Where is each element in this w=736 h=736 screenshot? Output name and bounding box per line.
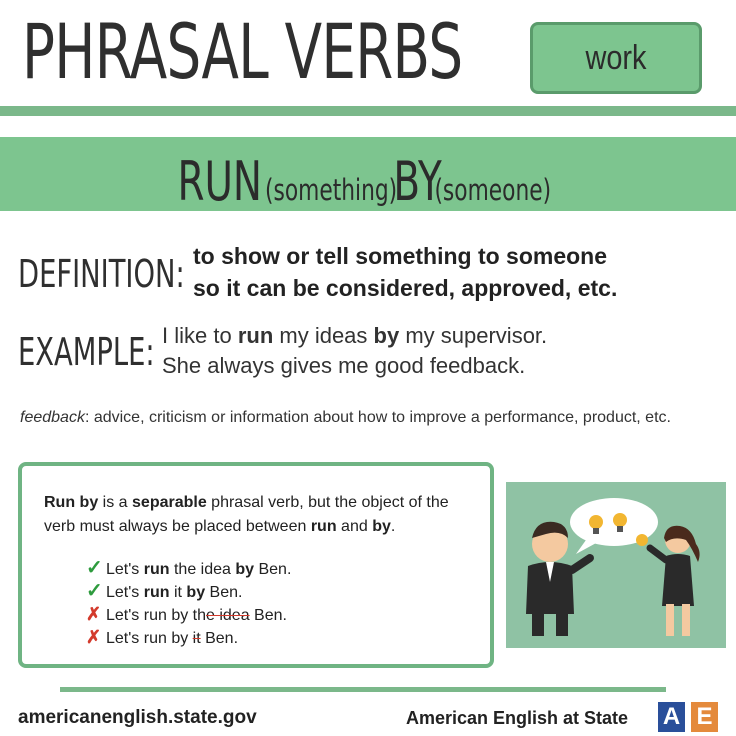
correct-example-1: ✓ Let's run the idea by Ben. bbox=[86, 557, 292, 579]
check-icon: ✓ bbox=[86, 580, 103, 602]
example-line-2: She always gives me good feedback. bbox=[162, 353, 526, 378]
cross-icon: ✗ bbox=[86, 604, 102, 624]
illustration-graphic bbox=[506, 482, 726, 648]
verb-object-someone: (someone) bbox=[434, 173, 552, 207]
example-line-1: I like to run my ideas by my supervisor. bbox=[162, 323, 548, 348]
definition-line-2: so it can be considered, approved, etc. bbox=[193, 275, 618, 301]
vocabulary-note bbox=[20, 406, 710, 429]
footer-website-link[interactable]: americanenglish.state.gov bbox=[18, 707, 257, 728]
definition-text bbox=[193, 240, 617, 304]
verb-heading bbox=[0, 150, 736, 213]
example-label: EXAMPLE: bbox=[18, 330, 155, 374]
verb-part-by: BY bbox=[393, 150, 442, 213]
definition-label: DEFINITION: bbox=[18, 252, 185, 296]
verb-object-something: (something) bbox=[265, 173, 398, 207]
correct-example-2: ✓ Let's run it by Ben. bbox=[86, 580, 243, 602]
footer-brand: American English at State bbox=[406, 708, 629, 728]
business-people-illustration bbox=[506, 482, 726, 648]
logo-e-icon: E bbox=[691, 702, 718, 732]
page-title: PHRASAL VERBS bbox=[22, 7, 463, 96]
example-text bbox=[162, 321, 547, 381]
incorrect-example-2: ✗ Let's run by it Ben. bbox=[86, 627, 239, 647]
incorrect-example-1: ✗ Let's run by the idea Ben. bbox=[86, 604, 287, 624]
usage-explanation: Run by is a separable phrasal verb, but the object of the verb must always be placed between run and by. bbox=[44, 494, 449, 535]
topic-tag-label: work bbox=[585, 39, 647, 77]
topic-tag bbox=[530, 22, 702, 94]
note-term: feedback bbox=[20, 409, 85, 426]
definition-line-1: to show or tell something to someone bbox=[193, 243, 608, 269]
check-icon: ✓ bbox=[86, 557, 103, 579]
verb-part-run: RUN bbox=[177, 150, 263, 213]
note-definition: : advice, criticism or information about how to improve a performance, product, etc. bbox=[84, 409, 671, 426]
logo-a-icon: A bbox=[658, 702, 685, 732]
header-divider bbox=[0, 106, 736, 116]
footer-divider bbox=[60, 687, 666, 692]
cross-icon: ✗ bbox=[86, 627, 102, 647]
